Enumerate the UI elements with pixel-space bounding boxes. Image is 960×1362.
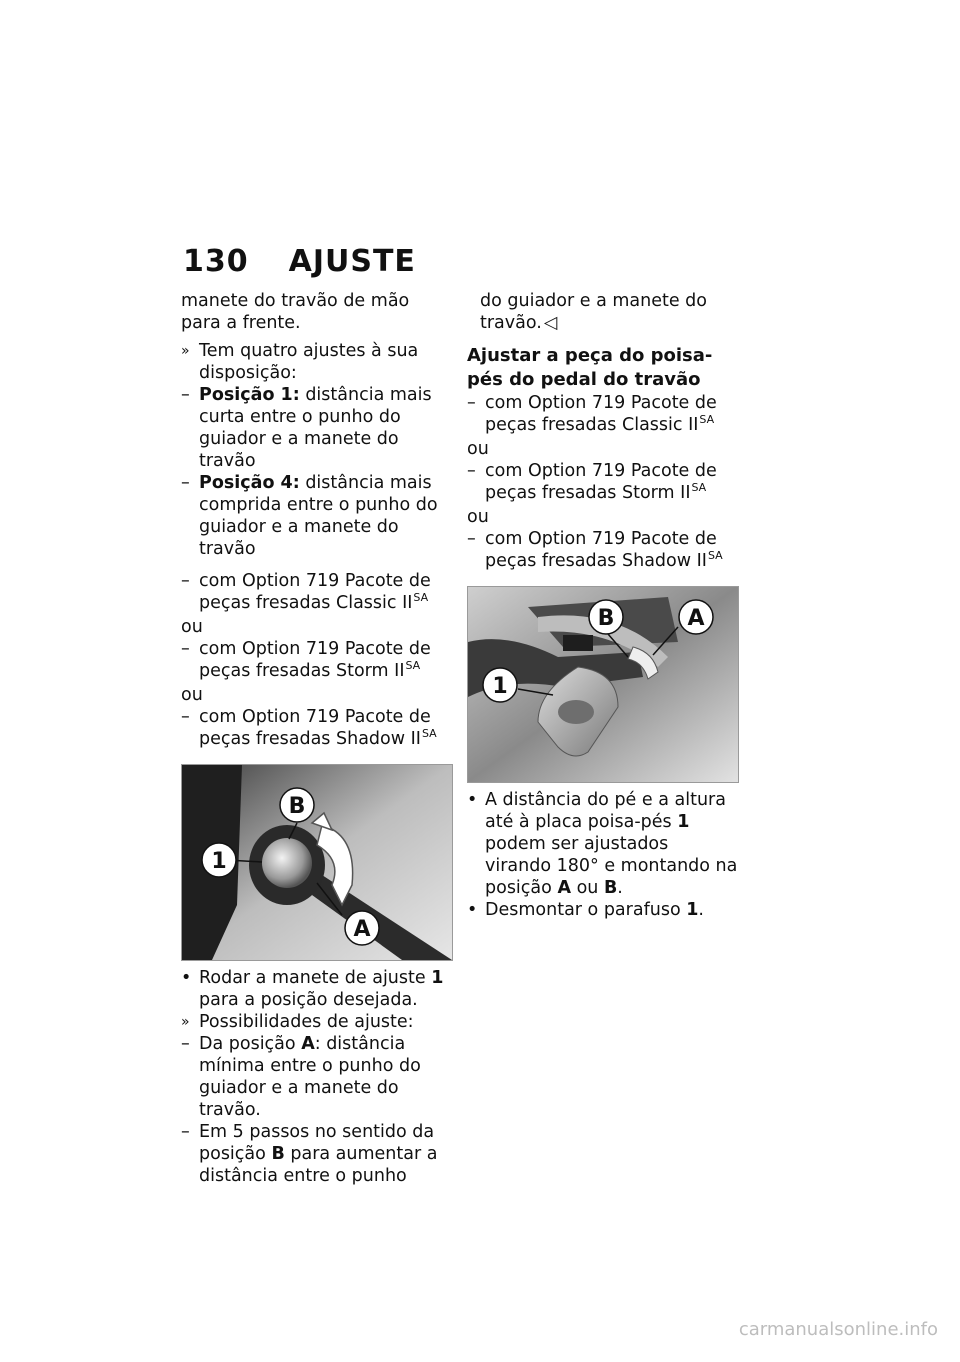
option-shadow <box>181 706 453 752</box>
footpeg-figure <box>467 586 739 783</box>
item-text: Da posição <box>199 1034 296 1054</box>
ref-bold: 1 <box>677 812 690 832</box>
continuation-span: do guiador e a manete do travão. <box>480 291 707 333</box>
dash-marker: – <box>181 385 190 405</box>
result-item <box>181 1011 453 1033</box>
ref-bold: B <box>271 1144 285 1164</box>
option-text: com Option 719 Pacote de peças fresadas Classic II <box>485 393 717 435</box>
option-storm <box>467 460 739 506</box>
option-text: com Option 719 Pacote de peças fresadas Storm II <box>199 639 431 681</box>
sa-superscript: SA <box>699 413 715 426</box>
position-4-item <box>181 472 453 560</box>
watermark-text: carmanualsonline.info <box>738 1319 938 1340</box>
chapter-title: AJUSTE <box>288 244 416 279</box>
position-1-label: Posição 1: <box>199 385 300 405</box>
figure-label-b: B <box>288 794 306 819</box>
continuation-text <box>467 290 739 334</box>
step-rotate <box>181 967 453 1011</box>
left-column <box>181 290 453 1187</box>
dash-marker: – <box>181 707 190 727</box>
sa-superscript: SA <box>413 591 429 604</box>
position-a-item <box>181 1033 453 1121</box>
result-marker: » <box>181 1014 190 1030</box>
position-1-text: distância mais curta entre o punho do guiador e a manete do travão <box>199 385 432 471</box>
result-marker: » <box>181 343 190 359</box>
ref-bold: 1 <box>686 900 699 920</box>
ref-bold: A <box>301 1034 315 1054</box>
dash-marker: – <box>181 473 190 493</box>
option-storm <box>181 638 453 684</box>
step-text: para a posição desejada. <box>199 990 418 1010</box>
step-text: A distância do pé e a altura até à placa poisa-pés <box>485 790 726 832</box>
bullet-marker: • <box>467 790 478 810</box>
end-mark-icon: ◁ <box>543 313 558 333</box>
page-header <box>183 244 416 279</box>
step-text: . <box>698 900 704 920</box>
bullet-marker: • <box>467 900 478 920</box>
option-shadow <box>467 528 739 574</box>
dash-marker: – <box>181 1122 190 1142</box>
ref-bold: 1 <box>431 968 444 988</box>
sa-superscript: SA <box>691 481 707 494</box>
item-text: para aumentar a distância entre o punho <box>199 1144 438 1186</box>
step-footpeg-adjust <box>467 789 739 899</box>
dash-marker: – <box>181 1034 190 1054</box>
sa-superscript: SA <box>707 549 723 562</box>
sa-superscript: SA <box>405 659 421 672</box>
result-item <box>181 340 453 384</box>
option-text: com Option 719 Pacote de peças fresadas Shadow II <box>485 529 717 571</box>
dash-marker: – <box>467 461 476 481</box>
section-heading: Ajustar a peça do poisa-pés do pedal do travão <box>467 345 713 390</box>
intro-text: manete do travão de mão para a frente. <box>181 291 410 333</box>
sa-superscript: SA <box>421 727 437 740</box>
or-text: ou <box>181 617 203 637</box>
option-classic <box>181 570 453 616</box>
step-text: Desmontar o parafuso <box>485 900 681 920</box>
item-text: Em 5 passos no sentido da posição <box>199 1122 435 1164</box>
option-text: com Option 719 Pacote de peças fresadas Classic II <box>199 571 431 613</box>
step-text: . <box>617 878 623 898</box>
position-1-item <box>181 384 453 472</box>
option-text: com Option 719 Pacote de peças fresadas Storm II <box>485 461 717 503</box>
dash-marker: – <box>181 571 190 591</box>
ref-bold: A <box>557 878 571 898</box>
ref-bold: B <box>603 878 618 898</box>
figure-label-1: 1 <box>492 674 508 699</box>
item-text: : distância mínima entre o punho do guiador e a manete do travão. <box>199 1034 421 1120</box>
or-text: ou <box>467 439 489 459</box>
bullet-marker: • <box>181 968 192 988</box>
result-text: Tem quatro ajustes à sua disposição: <box>199 341 419 383</box>
option-text: com Option 719 Pacote de peças fresadas Shadow II <box>199 707 431 749</box>
step-text: Rodar a manete de ajuste <box>199 968 426 988</box>
position-4-label: Posição 4: <box>199 473 300 493</box>
step-remove-screw <box>467 899 739 921</box>
dash-marker: – <box>181 639 190 659</box>
dash-marker: – <box>467 529 476 549</box>
figure-label-1: 1 <box>211 849 227 874</box>
result-text: Possibilidades de ajuste: <box>199 1012 414 1032</box>
position-b-item <box>181 1121 453 1187</box>
step-text: ou <box>576 878 599 898</box>
option-classic <box>467 392 739 438</box>
or-text: ou <box>467 507 489 527</box>
brake-lever-figure <box>181 764 453 961</box>
or-text: ou <box>181 685 203 705</box>
step-text: podem ser ajustados virando 180° e montando na posição <box>485 834 738 898</box>
figure-label-a: A <box>353 917 371 942</box>
dash-marker: – <box>467 393 476 413</box>
right-column <box>467 290 739 921</box>
figure-label-a: A <box>687 606 705 631</box>
position-4-text: distância mais comprida entre o punho do guiador e a manete do travão <box>199 473 438 559</box>
page-number: 130 <box>183 244 249 279</box>
figure-label-b: B <box>597 606 615 631</box>
